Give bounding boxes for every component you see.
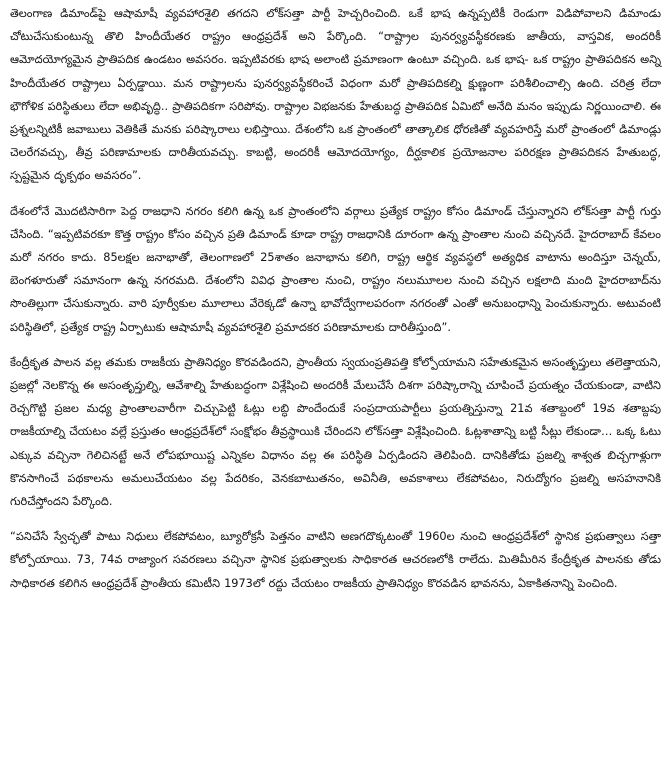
paragraph-3: కేంద్రీకృత పాలన వల్ల తమకు రాజకీయ ప్రాతినిధ్యం కొరవడిందని, ప్రాంతీయ స్వయంప్రతిపత్తి కోల్పోయామని సహేతుకమైన అసంతృప్తులు తలెత్తాయని, ప్రజల్లో నెలకొన్న ఈ అసంతృప్తుల్ని, ఆవేశాల్ని హేతుబద్ధంగా విశ్లేషించి అందరికీ మేలుచేసే దిశగా పరిష్కారాన్ని చూపించే ప్రయత్నం చేయకుండా, వాటిని రెచ్చగొట్టి ప్రజల మధ్య ప్రాంతాలవారీగా చిచ్చుపెట్టి ఓట్లు లబ్ధి పొందేందుకే సంప్రదాయపార్టీలు ప్రయత్నిస్తున్నా 21వ శతాబ్దంలో 19వ శతాబ్దపు రాజకీయాల్ని చేయటం వల్లే ప్రస్తుతం ఆంధ్రప్రదేశ్‌లో సంక్షోభం తీవ్రస్థాయికి చేరిందని లోక్‌సత్తా విశ్లేషించింది. ఓట్లశాతాన్ని బట్టి సీట్లు లేకుండా… ఒక్క ఓటు ఎక్కువ వచ్చినా గెలిచినట్టే అనే లోపభూయిష్ట ఎన్నికల విధానం వల్ల ఈ పరిస్థితి ఏర్పడిందని తెలిపింది. దానికితోడు ప్రజల్ని శాశ్వత బిచ్చగాళ్లుగా కొనసాగించే పథకాలను అమలుచేయటం వల్ల పేదరికం, వెనకబాటుతనం, అవినీతి, అవకాశాలు లేకపోవటం, నిరుద్యోగం ప్రజల్ని అసహనానికి గురిచేస్తోందని పేర్కొంది.: [10, 355, 661, 509]
paragraph-2: దేశంలోనే మొదటిసారిగా పెద్ద రాజధాని నగరం కలిగి ఉన్న ఒక ప్రాంతంలోని వర్గాలు ప్రత్యేక రాష్ట్రం కోసం డిమాండ్ చేస్తున్నారని లోక్‌సత్తా పార్టీ గుర్తు చేసింది. “ఇప్పటివరకూ కొత్త రాష్ట్రం కోసం వచ్చిన ప్రతి డిమాండ్ కూడా రాష్ట్ర రాజధానికి దూరంగా ఉన్న ప్రాంతాల నుంచి వచ్చినదే. హైదరాబాద్ కేవలం మరో నగరం కాదు. 85లక్షల జనాభాతో, తెలంగాణలో 25శాతం జనాభాను కలిగి, రాష్ట్ర ఆర్థిక వ్యవస్థలో అత్యధిక వాటాను అందిస్తూ చెన్నయ్, బెంగళూరుతో సమానంగా ఉన్న నగరమది. దేశంలోని వివిధ ప్రాంతాల నుంచి, రాష్ట్రం నలుమూలల నుంచి వచ్చిన లక్షలాది మంది హైదరాబాద్‌ను సొంతిల్లుగా చేసుకున్నారు. వారి పూర్వీకుల మూలాలు వేరెక్కడో ఉన్నా భావోద్వేగాలపరంగా నగరంతో ఎంతో అనుబంధాన్ని పెంచుకున్నారు. అటువంటి పరిస్థితిలో, ప్రత్యేక రాష్ట్ర ఏర్పాటుకు ఆషామాషీ వ్యవహారశైలి ప్రమాదకర పరిణామాలకు దారితీస్తుంది”.: [10, 204, 661, 334]
paragraph-1: తెలంగాణ డిమాండ్‌పై ఆషామాషీ వ్యవహారశైలి తగదని లోక్‌సత్తా పార్టీ హెచ్చరించింది. ఒకే భాష ఉన్నప్పటికీ రెండుగా విడిపోవాలని డిమాండు చోటుచేసుకుంటున్న తొలి హిందీయేతర రాష్ట్రం ఆంధ్రప్రదేశ్ అని పేర్కొంది. “రాష్ట్రాల పునర్వ్యవస్థీకరణకు జాతీయ, వాస్తవిక, అందరికీ ఆమోదయోగ్యమైన ప్రాతిపదిక ఉండటం అవసరం. ఇప్పటివరకు భాష అలాంటి ప్రమాణంగా ఉంటూ వచ్చింది. ఒక భాష- ఒక రాష్ట్రం ప్రాతిపదికన అన్ని హిందీయేతర రాష్ట్రాలు ఏర్పడ్డాయి. మన రాష్ట్రాలను పునర్వ్యవస్థీకరించే విధంగా మరో ప్రాతిపదికల్ని క్షుణ్ణంగా పరిశీలించాల్సి ఉంది. చరిత్ర లేదా భౌగోళిక పరిస్థితులు లేదా అభివృద్ధి.. ప్రాతిపదికగా సరిపోవు. రాష్ట్రాల విభజనకు హేతుబద్ధ ప్రాతిపదిక ఏమిటో అనేది మనం ఇప్పుడు నిర్ణయించాలి. ఈ ప్రశ్నలన్నిటికీ జవాబులు వెతికితే మనకు పరిష్కారాలు లభిస్తాయి. దేశంలోని ఒక ప్రాంతంలో తాత్కాలిక ధోరణితో వ్యవహరిస్తే మరో ప్రాంతంలో డిమాండ్లు చెలరేగవచ్చు, తీవ్ర పరిణామాలకు దారితీయవచ్చు. కాబట్టి, అందరికీ ఆమోదయోగ్యం, దీర్ఘకాలిక ప్రయోజనాల పరిరక్షణ ప్రాతిపదికన హేతుబద్ధ, స్పష్టమైన దృక్పథం అవసరం”.: [10, 7, 661, 183]
paragraph-4: “పనిచేసే స్వేచ్ఛతో పాటు నిధులు లేకపోవటం, బ్యూరోక్రసీ పెత్తనం వాటిని అణగదొక్కటంతో 1960ల నుంచి ఆంధ్రప్రదేశ్‌లో స్థానిక ప్రభుత్వాలు సత్తా కోల్పోయాయి. 73, 74వ రాజ్యాంగ సవరణలు వచ్చినా స్థానిక ప్రభుత్వాలకు సాధికారత ఆచరణలోకి రాలేదు. మితిమీరిన కేంద్రీకృత పాలనకు తోడు సాధికారత కలిగిన ఆంధ్రప్రదేశ్ ప్రాంతీయ కమిటీని 1973లో రద్దు చేయటం రాజకీయ ప్రాతినిధ్యం కొరవడిన భావనను, ఏకాకితనాన్ని పెంచింది.: [10, 530, 661, 590]
